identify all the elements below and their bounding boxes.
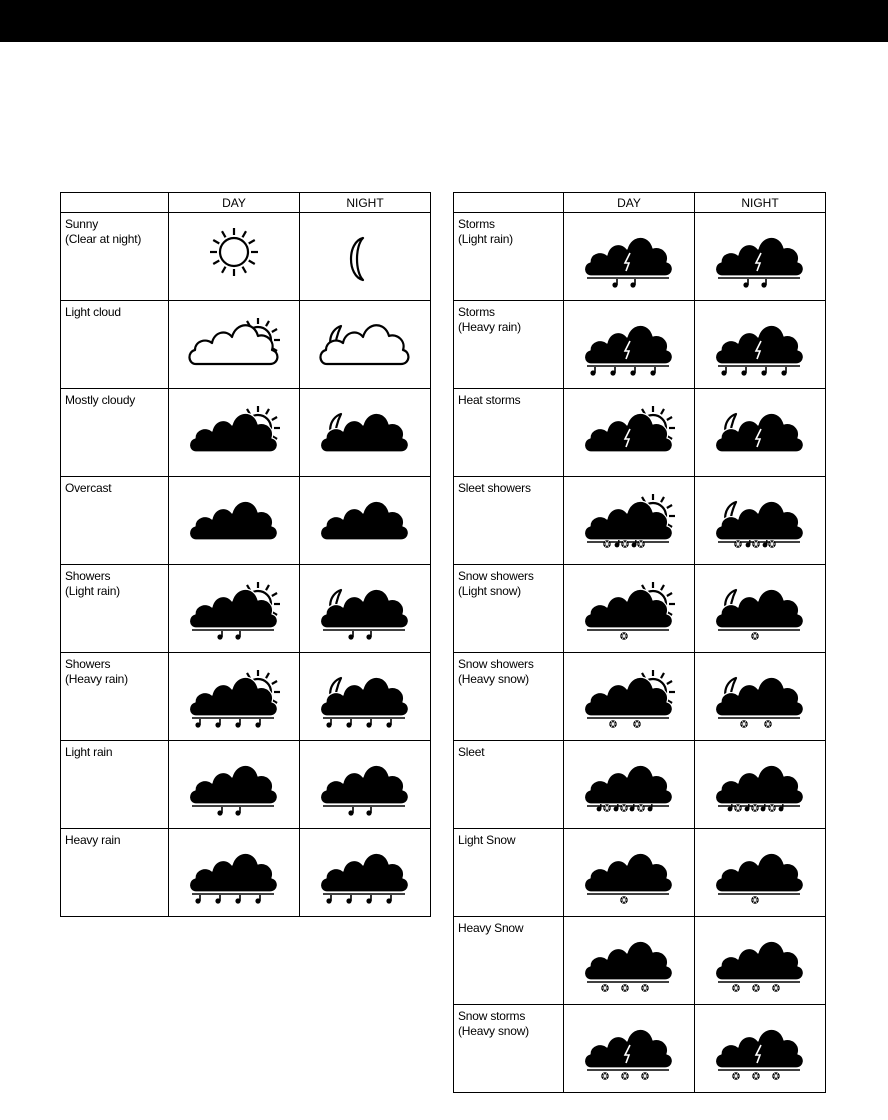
night-icon-cell <box>695 1005 826 1093</box>
sleet-icon <box>734 540 776 548</box>
day-icon-cell <box>169 829 300 917</box>
table-row <box>454 477 826 565</box>
day-icon-cell <box>564 477 695 565</box>
table-row <box>454 301 826 389</box>
condition-label-line: (Heavy rain) <box>65 672 128 686</box>
table-row <box>454 653 826 741</box>
weather-symbol <box>710 220 810 294</box>
rain-icon <box>721 367 786 376</box>
weather-symbol <box>579 748 679 822</box>
condition-label-line: (Heavy snow) <box>458 1024 529 1038</box>
snow-icon <box>620 896 628 904</box>
day-icon-cell <box>169 389 300 477</box>
table-row <box>454 829 826 917</box>
weather-symbol <box>579 660 679 734</box>
cloud-icon <box>320 765 408 804</box>
snow-icon <box>601 1072 649 1080</box>
header-night: NIGHT <box>300 193 431 213</box>
rain-icon <box>590 367 655 376</box>
top-black-bar <box>0 0 888 42</box>
table-row <box>61 565 431 653</box>
night-icon-cell <box>695 213 826 301</box>
weather-symbol <box>710 1012 810 1086</box>
day-icon-cell <box>564 301 695 389</box>
weather-symbol <box>710 924 810 998</box>
weather-symbol <box>184 484 284 558</box>
condition-label-line: Storms <box>458 305 495 319</box>
condition-label-line: Snow showers <box>458 657 534 671</box>
condition-label-line: Mostly cloudy <box>65 393 136 407</box>
weather-symbol <box>710 660 810 734</box>
weather-symbol <box>315 572 415 646</box>
condition-label <box>61 389 169 477</box>
condition-label-line: Overcast <box>65 481 112 495</box>
header-row <box>61 193 431 213</box>
table-row <box>454 389 826 477</box>
condition-label <box>61 829 169 917</box>
day-icon-cell <box>169 741 300 829</box>
weather-icon-table-right <box>453 192 826 1093</box>
condition-label <box>454 565 564 653</box>
weather-symbol <box>579 836 679 910</box>
table-row <box>61 389 431 477</box>
cloud-icon <box>715 941 803 980</box>
table-row <box>454 917 826 1005</box>
snow-icon <box>751 896 759 904</box>
weather-symbol <box>315 748 415 822</box>
day-icon-cell <box>564 917 695 1005</box>
cloud-icon <box>189 501 277 540</box>
condition-label-line: (Clear at night) <box>65 232 142 246</box>
sleet-icon <box>597 804 653 812</box>
cloud-icon <box>189 853 277 892</box>
day-icon-cell <box>169 565 300 653</box>
night-icon-cell <box>300 477 431 565</box>
day-icon-cell <box>169 653 300 741</box>
condition-label-line: Snow storms <box>458 1009 526 1023</box>
night-icon-cell <box>695 389 826 477</box>
day-icon-cell <box>169 477 300 565</box>
snow-icon <box>732 984 780 992</box>
weather-symbol <box>579 308 679 382</box>
condition-label <box>454 917 564 1005</box>
day-icon-cell <box>564 829 695 917</box>
condition-label-line: (Light rain) <box>65 584 120 598</box>
condition-label <box>454 1005 564 1093</box>
weather-symbol <box>710 308 810 382</box>
cloud-icon <box>715 853 803 892</box>
condition-label-line: Storms <box>458 217 495 231</box>
night-icon-cell <box>300 565 431 653</box>
cloud-icon <box>584 765 672 804</box>
condition-label-line: (Heavy rain) <box>458 320 521 334</box>
condition-label-line: Sunny <box>65 217 99 231</box>
weather-symbol <box>710 572 810 646</box>
weather-symbol <box>315 484 415 558</box>
rain-icon <box>195 719 260 728</box>
day-icon-cell <box>564 565 695 653</box>
cloud-icon <box>320 501 408 540</box>
table-row <box>61 213 431 301</box>
table-row <box>61 653 431 741</box>
weather-symbol <box>184 748 284 822</box>
condition-label <box>61 565 169 653</box>
weather-symbol <box>710 836 810 910</box>
condition-label <box>61 477 169 565</box>
day-icon-cell <box>564 389 695 477</box>
weather-symbol <box>579 396 679 470</box>
condition-label-line: Light rain <box>65 745 113 759</box>
condition-label-line: (Heavy snow) <box>458 672 529 686</box>
rain-icon <box>612 279 635 288</box>
rain-icon <box>217 807 240 816</box>
condition-label <box>61 213 169 301</box>
table-row <box>61 301 431 389</box>
condition-label <box>454 829 564 917</box>
table-row <box>454 1005 826 1093</box>
condition-label <box>454 213 564 301</box>
table-row <box>454 213 826 301</box>
condition-label-line: Showers <box>65 569 111 583</box>
night-icon-cell <box>300 653 431 741</box>
weather-symbol <box>315 660 415 734</box>
weather-symbol <box>315 396 415 470</box>
weather-symbol <box>710 484 810 558</box>
weather-symbol <box>184 308 284 382</box>
weather-symbol <box>579 484 679 558</box>
snow-icon <box>732 1072 780 1080</box>
weather-symbol <box>315 220 415 294</box>
condition-label-line: Light cloud <box>65 305 121 319</box>
condition-label-line: (Light snow) <box>458 584 521 598</box>
night-icon-cell <box>695 653 826 741</box>
table-row <box>61 477 431 565</box>
cloud-icon <box>320 853 408 892</box>
weather-symbol <box>184 660 284 734</box>
condition-label <box>61 741 169 829</box>
snow-icon <box>620 632 628 640</box>
snow-icon <box>609 720 641 728</box>
rain-icon <box>743 279 766 288</box>
weather-symbol <box>315 836 415 910</box>
rain-icon <box>326 719 391 728</box>
sun-icon <box>210 228 258 276</box>
weather-symbol <box>710 748 810 822</box>
snow-icon <box>751 632 759 640</box>
cloud-icon <box>715 765 803 804</box>
rain-icon <box>326 895 391 904</box>
condition-label-line: Light Snow <box>458 833 516 847</box>
condition-label <box>61 653 169 741</box>
weather-symbol <box>184 572 284 646</box>
snow-icon <box>740 720 772 728</box>
condition-label <box>454 389 564 477</box>
night-icon-cell <box>695 741 826 829</box>
rain-icon <box>217 631 240 640</box>
header-day: DAY <box>564 193 695 213</box>
weather-symbol <box>184 220 284 294</box>
table-row <box>454 741 826 829</box>
night-icon-cell <box>695 829 826 917</box>
sleet-icon <box>603 540 645 548</box>
condition-label <box>454 741 564 829</box>
condition-label-line: Sleet <box>458 745 485 759</box>
condition-label <box>454 653 564 741</box>
condition-label-line: Heavy Snow <box>458 921 524 935</box>
weather-symbol <box>184 836 284 910</box>
header-blank-cell <box>454 193 564 213</box>
header-blank-cell <box>61 193 169 213</box>
condition-label-line: Heat storms <box>458 393 521 407</box>
weather-symbol <box>579 220 679 294</box>
rain-icon <box>195 895 260 904</box>
night-icon-cell <box>300 213 431 301</box>
night-icon-cell <box>300 741 431 829</box>
night-icon-cell <box>695 917 826 1005</box>
condition-label-line: Sleet showers <box>458 481 531 495</box>
weather-icon-table-left <box>60 192 431 917</box>
night-icon-cell <box>300 389 431 477</box>
cloud-icon <box>584 853 672 892</box>
condition-label-line: Snow showers <box>458 569 534 583</box>
condition-label-line: Heavy rain <box>65 833 121 847</box>
night-icon-cell <box>695 301 826 389</box>
weather-symbol <box>579 1012 679 1086</box>
night-icon-cell <box>300 301 431 389</box>
night-icon-cell <box>695 477 826 565</box>
condition-label-line: Showers <box>65 657 111 671</box>
condition-label <box>61 301 169 389</box>
weather-symbol <box>579 572 679 646</box>
condition-label-line: (Light rain) <box>458 232 513 246</box>
weather-symbol <box>315 308 415 382</box>
header-night: NIGHT <box>695 193 826 213</box>
table-row <box>61 741 431 829</box>
cloud-icon <box>189 765 277 804</box>
sleet-icon <box>728 804 784 812</box>
night-icon-cell <box>300 829 431 917</box>
condition-label <box>454 301 564 389</box>
moon-icon <box>351 238 363 280</box>
weather-symbol <box>710 396 810 470</box>
rain-icon <box>348 807 371 816</box>
header-row <box>454 193 826 213</box>
table-row <box>61 829 431 917</box>
header-day: DAY <box>169 193 300 213</box>
day-icon-cell <box>564 653 695 741</box>
day-icon-cell <box>169 213 300 301</box>
day-icon-cell <box>564 1005 695 1093</box>
day-icon-cell <box>169 301 300 389</box>
rain-icon <box>348 631 371 640</box>
cloud-icon <box>584 941 672 980</box>
day-icon-cell <box>564 213 695 301</box>
weather-symbol <box>184 396 284 470</box>
condition-label <box>454 477 564 565</box>
snow-icon <box>601 984 649 992</box>
day-icon-cell <box>564 741 695 829</box>
table-row <box>454 565 826 653</box>
weather-symbol <box>579 924 679 998</box>
night-icon-cell <box>695 565 826 653</box>
